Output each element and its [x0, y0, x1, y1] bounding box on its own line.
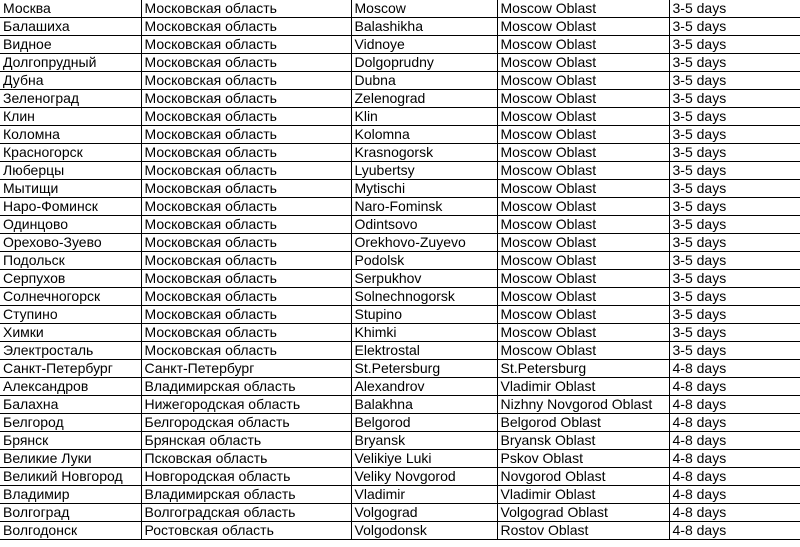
region-en-cell[interactable]: Moscow Oblast	[497, 162, 669, 180]
city-ru-cell[interactable]: Орехово-Зуево	[0, 234, 141, 252]
city-ru-cell[interactable]: Великий Новгород	[0, 468, 141, 486]
region-en-cell[interactable]: Moscow Oblast	[497, 324, 669, 342]
region-ru-cell[interactable]: Московская область	[141, 324, 351, 342]
region-ru-cell[interactable]: Московская область	[141, 54, 351, 72]
region-en-cell[interactable]: Vladimir Oblast	[497, 486, 669, 504]
table-row	[0, 378, 800, 396]
delivery-time-cell[interactable]: 3-5 days	[669, 72, 800, 90]
delivery-time-cell[interactable]: 4-8 days	[669, 522, 800, 540]
city-ru-cell[interactable]: Владимир	[0, 486, 141, 504]
city-ru-cell[interactable]: Санкт-Петербург	[0, 360, 141, 378]
city-en-cell[interactable]: Vidnoye	[351, 36, 497, 54]
city-en-cell[interactable]: Volgodonsk	[351, 522, 497, 540]
table-row	[0, 216, 800, 234]
city-ru-cell[interactable]: Одинцово	[0, 216, 141, 234]
table-row	[0, 126, 800, 144]
city-en-cell[interactable]: Kolomna	[351, 126, 497, 144]
region-en-cell[interactable]: St.Petersburg	[497, 360, 669, 378]
table-row	[0, 270, 800, 288]
region-ru-cell[interactable]: Новгородская область	[141, 468, 351, 486]
city-ru-cell[interactable]: Великие Луки	[0, 450, 141, 468]
region-ru-cell[interactable]: Московская область	[141, 288, 351, 306]
city-ru-cell[interactable]: Балахна	[0, 396, 141, 414]
region-ru-cell[interactable]: Московская область	[141, 144, 351, 162]
table-row	[0, 522, 800, 540]
delivery-time-cell[interactable]: 4-8 days	[669, 378, 800, 396]
region-ru-cell[interactable]: Московская область	[141, 216, 351, 234]
region-en-cell[interactable]: Moscow Oblast	[497, 306, 669, 324]
region-en-cell[interactable]: Moscow Oblast	[497, 36, 669, 54]
region-en-cell[interactable]: Moscow Oblast	[497, 126, 669, 144]
city-en-cell[interactable]: Krasnogorsk	[351, 144, 497, 162]
region-ru-cell[interactable]: Московская область	[141, 72, 351, 90]
delivery-time-cell[interactable]: 3-5 days	[669, 54, 800, 72]
city-en-cell[interactable]: Vladimir	[351, 486, 497, 504]
city-en-cell[interactable]: Stupino	[351, 306, 497, 324]
region-en-cell[interactable]: Moscow Oblast	[497, 72, 669, 90]
city-ru-cell[interactable]: Долгопрудный	[0, 54, 141, 72]
delivery-time-cell[interactable]: 3-5 days	[669, 180, 800, 198]
table-row	[0, 54, 800, 72]
delivery-time-cell[interactable]: 4-8 days	[669, 414, 800, 432]
city-en-cell[interactable]: Klin	[351, 108, 497, 126]
city-ru-cell[interactable]: Подольск	[0, 252, 141, 270]
region-ru-cell[interactable]: Владимирская область	[141, 378, 351, 396]
region-en-cell[interactable]: Moscow Oblast	[497, 288, 669, 306]
city-en-cell[interactable]: Naro-Fominsk	[351, 198, 497, 216]
table-row	[0, 468, 800, 486]
region-en-cell[interactable]: Moscow Oblast	[497, 270, 669, 288]
region-ru-cell[interactable]: Московская область	[141, 234, 351, 252]
delivery-time-cell[interactable]: 3-5 days	[669, 270, 800, 288]
region-ru-cell[interactable]: Московская область	[141, 126, 351, 144]
table-row	[0, 180, 800, 198]
region-en-cell[interactable]: Pskov Oblast	[497, 450, 669, 468]
region-ru-cell[interactable]: Московская область	[141, 108, 351, 126]
table-row	[0, 162, 800, 180]
region-ru-cell[interactable]: Московская область	[141, 18, 351, 36]
table-row	[0, 414, 800, 432]
city-en-cell[interactable]: Podolsk	[351, 252, 497, 270]
table-row	[0, 18, 800, 36]
city-en-cell[interactable]: Belgorod	[351, 414, 497, 432]
city-ru-cell[interactable]: Химки	[0, 324, 141, 342]
region-ru-cell[interactable]: Санкт-Петербург	[141, 360, 351, 378]
region-ru-cell[interactable]: Владимирская область	[141, 486, 351, 504]
city-ru-cell[interactable]: Мытищи	[0, 180, 141, 198]
delivery-time-cell[interactable]: 4-8 days	[669, 450, 800, 468]
table-row	[0, 0, 800, 18]
city-ru-cell[interactable]: Коломна	[0, 126, 141, 144]
delivery-time-cell[interactable]: 3-5 days	[669, 36, 800, 54]
region-en-cell[interactable]: Moscow Oblast	[497, 0, 669, 18]
city-ru-cell[interactable]: Ступино	[0, 306, 141, 324]
region-en-cell[interactable]: Rostov Oblast	[497, 522, 669, 540]
delivery-time-cell[interactable]: 4-8 days	[669, 468, 800, 486]
table-row	[0, 234, 800, 252]
city-ru-cell[interactable]: Волгодонск	[0, 522, 141, 540]
region-ru-cell[interactable]: Псковская область	[141, 450, 351, 468]
region-ru-cell[interactable]: Ростовская область	[141, 522, 351, 540]
city-ru-cell[interactable]: Брянск	[0, 432, 141, 450]
delivery-time-cell[interactable]: 4-8 days	[669, 504, 800, 522]
region-ru-cell[interactable]: Московская область	[141, 90, 351, 108]
city-en-cell[interactable]: Serpukhov	[351, 270, 497, 288]
table-row	[0, 306, 800, 324]
table-row	[0, 36, 800, 54]
region-en-cell[interactable]: Bryansk Oblast	[497, 432, 669, 450]
delivery-time-cell[interactable]: 3-5 days	[669, 18, 800, 36]
table-row	[0, 198, 800, 216]
city-ru-cell[interactable]: Балашиха	[0, 18, 141, 36]
city-en-cell[interactable]: Dolgoprudny	[351, 54, 497, 72]
city-en-cell[interactable]: Odintsovo	[351, 216, 497, 234]
city-ru-cell[interactable]: Люберцы	[0, 162, 141, 180]
table-row	[0, 342, 800, 360]
table-row	[0, 360, 800, 378]
region-ru-cell[interactable]: Московская область	[141, 306, 351, 324]
region-en-cell[interactable]: Moscow Oblast	[497, 144, 669, 162]
city-en-cell[interactable]: Lyubertsy	[351, 162, 497, 180]
delivery-time-cell[interactable]: 3-5 days	[669, 198, 800, 216]
city-en-cell[interactable]: Mytischi	[351, 180, 497, 198]
delivery-time-cell[interactable]: 3-5 days	[669, 216, 800, 234]
region-ru-cell[interactable]: Волгоградская область	[141, 504, 351, 522]
region-en-cell[interactable]: Moscow Oblast	[497, 108, 669, 126]
region-ru-cell[interactable]: Брянская область	[141, 432, 351, 450]
region-en-cell[interactable]: Moscow Oblast	[497, 90, 669, 108]
delivery-time-cell[interactable]: 4-8 days	[669, 360, 800, 378]
region-ru-cell[interactable]: Московская область	[141, 162, 351, 180]
delivery-time-cell[interactable]: 3-5 days	[669, 0, 800, 18]
city-ru-cell[interactable]: Дубна	[0, 72, 141, 90]
delivery-time-cell[interactable]: 3-5 days	[669, 342, 800, 360]
city-en-cell[interactable]: Khimki	[351, 324, 497, 342]
city-en-cell[interactable]: Dubna	[351, 72, 497, 90]
delivery-time-cell[interactable]: 3-5 days	[669, 108, 800, 126]
city-en-cell[interactable]: Alexandrov	[351, 378, 497, 396]
table-row	[0, 144, 800, 162]
region-en-cell[interactable]: Novgorod Oblast	[497, 468, 669, 486]
delivery-time-cell[interactable]: 3-5 days	[669, 162, 800, 180]
table-row	[0, 108, 800, 126]
city-en-cell[interactable]: Elektrostal	[351, 342, 497, 360]
city-ru-cell[interactable]: Волгоград	[0, 504, 141, 522]
city-en-cell[interactable]: Moscow	[351, 0, 497, 18]
delivery-time-cell[interactable]: 3-5 days	[669, 90, 800, 108]
delivery-time-cell[interactable]: 4-8 days	[669, 396, 800, 414]
city-en-cell[interactable]: Orekhovo-Zuyevo	[351, 234, 497, 252]
region-ru-cell[interactable]: Московская область	[141, 180, 351, 198]
delivery-time-cell[interactable]: 3-5 days	[669, 306, 800, 324]
region-en-cell[interactable]: Moscow Oblast	[497, 234, 669, 252]
region-en-cell[interactable]: Belgorod Oblast	[497, 414, 669, 432]
region-en-cell[interactable]: Moscow Oblast	[497, 180, 669, 198]
table-row	[0, 90, 800, 108]
table-row	[0, 288, 800, 306]
city-ru-cell[interactable]: Белгород	[0, 414, 141, 432]
city-ru-cell[interactable]: Клин	[0, 108, 141, 126]
delivery-time-cell[interactable]: 4-8 days	[669, 486, 800, 504]
delivery-time-cell[interactable]: 3-5 days	[669, 288, 800, 306]
city-en-cell[interactable]: Zelenograd	[351, 90, 497, 108]
region-en-cell[interactable]: Nizhny Novgorod Oblast	[497, 396, 669, 414]
region-ru-cell[interactable]: Нижегородская область	[141, 396, 351, 414]
table-row	[0, 504, 800, 522]
city-ru-cell[interactable]: Москва	[0, 0, 141, 18]
delivery-time-cell[interactable]: 3-5 days	[669, 126, 800, 144]
city-ru-cell[interactable]: Красногорск	[0, 144, 141, 162]
city-en-cell[interactable]: Solnechnogorsk	[351, 288, 497, 306]
city-en-cell[interactable]: Balakhna	[351, 396, 497, 414]
region-ru-cell[interactable]: Московская область	[141, 252, 351, 270]
delivery-time-cell[interactable]: 3-5 days	[669, 324, 800, 342]
region-ru-cell[interactable]: Московская область	[141, 0, 351, 18]
region-ru-cell[interactable]: Белгородская область	[141, 414, 351, 432]
delivery-time-cell[interactable]: 4-8 days	[669, 432, 800, 450]
table-row	[0, 72, 800, 90]
city-en-cell[interactable]: St.Petersburg	[351, 360, 497, 378]
region-ru-cell[interactable]: Московская область	[141, 36, 351, 54]
region-en-cell[interactable]: Vladimir Oblast	[497, 378, 669, 396]
region-ru-cell[interactable]: Московская область	[141, 342, 351, 360]
region-ru-cell[interactable]: Московская область	[141, 198, 351, 216]
city-en-cell[interactable]: Velikiye Luki	[351, 450, 497, 468]
region-ru-cell[interactable]: Московская область	[141, 270, 351, 288]
city-ru-cell[interactable]: Видное	[0, 36, 141, 54]
city-ru-cell[interactable]: Александров	[0, 378, 141, 396]
table-row	[0, 252, 800, 270]
region-en-cell[interactable]: Moscow Oblast	[497, 342, 669, 360]
region-en-cell[interactable]: Volgograd Oblast	[497, 504, 669, 522]
city-en-cell[interactable]: Veliky Novgorod	[351, 468, 497, 486]
table-row	[0, 450, 800, 468]
table-row	[0, 486, 800, 504]
city-en-cell[interactable]: Bryansk	[351, 432, 497, 450]
city-en-cell[interactable]: Volgograd	[351, 504, 497, 522]
region-en-cell[interactable]: Moscow Oblast	[497, 252, 669, 270]
city-ru-cell[interactable]: Наро-Фоминск	[0, 198, 141, 216]
table-row	[0, 432, 800, 450]
city-ru-cell[interactable]: Зеленоград	[0, 90, 141, 108]
table-row	[0, 396, 800, 414]
delivery-time-cell[interactable]: 3-5 days	[669, 234, 800, 252]
region-en-cell[interactable]: Moscow Oblast	[497, 198, 669, 216]
table-row	[0, 324, 800, 342]
region-en-cell[interactable]: Moscow Oblast	[497, 54, 669, 72]
delivery-time-cell[interactable]: 3-5 days	[669, 144, 800, 162]
delivery-time-cell[interactable]: 3-5 days	[669, 252, 800, 270]
region-en-cell[interactable]: Moscow Oblast	[497, 18, 669, 36]
city-ru-cell[interactable]: Серпухов	[0, 270, 141, 288]
city-en-cell[interactable]: Balashikha	[351, 18, 497, 36]
city-ru-cell[interactable]: Электросталь	[0, 342, 141, 360]
region-en-cell[interactable]: Moscow Oblast	[497, 216, 669, 234]
city-ru-cell[interactable]: Солнечногорск	[0, 288, 141, 306]
